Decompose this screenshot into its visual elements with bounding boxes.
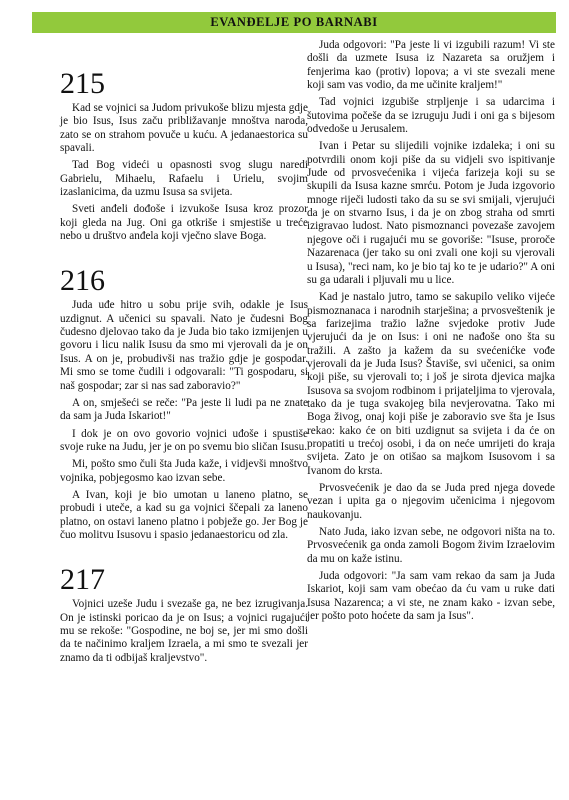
- paragraph: Prvosvećenik je dao da se Juda pred njega dovede vezan i upita ga o njegovim učenicima i njegovom naukovanju.: [307, 482, 555, 521]
- paragraph: Juda odgovori: "Pa jeste li vi izgubili razum! Vi ste došli da uzmete Isusa iz Nazareta sa oružjem i fenjerima kao (protiv) lopova; a vi ste svezali mene koji sam vas vodio, da me učinite kraljem!": [307, 39, 555, 92]
- paragraph: A Ivan, koji je bio umotan u laneno platno, se probudi i uteče, a kad su ga vojnici ščepali za laneno platno, on ostavi laneno platno i pobježe go. Jer Bog je čuo molitvu Isusovu i spasio jedanaestoricu od zla.: [60, 488, 308, 541]
- chapter-number-217: 217: [60, 563, 105, 597]
- paragraph: Sveti anđeli dođoše i izvukoše Isusa kroz prozor koji gleda na Jug. Oni ga otkriše i smjestiše u treće nebo u društvo anđela koji vječno slave Boga.: [60, 203, 308, 243]
- page-header-title: EVANĐELJE PO BARNABI: [210, 15, 378, 29]
- paragraph: Juda uđe hitro u sobu prije svih, odakle je Isus uzdignut. A učenici su spavali. Nato je čudesni Bog čudesno djelovao tako da je Juda bio tako izmijenjen u govoru i licu nalik Isusu da smo mi vjerovali da je on Isus. A on je, probudivši nas tražio gdje je gospodar. Mi smo se tome čudili i odgovarali: "Ti gospodaru, si naš gospodar; zar si nas sad zaboravio?": [60, 299, 308, 392]
- chapter-number-216: 216: [60, 264, 105, 298]
- chapter-number-215: 215: [60, 67, 105, 100]
- paragraph: Vojnici uzeše Judu i svezaše ga, ne bez izrugivanja. On je istinski poricao da je on Isus; a vojnici rugajući mu se rekoše: "Gospodine, ne boj se, jer mi smo došli da te načinimo kraljem Izraela, a mi smo te svezali jer znamo da ti odbijaš kraljevstvo".: [60, 598, 308, 664]
- right-column: [307, 39, 555, 627]
- paragraph: Tad vojnici izgubiše strpljenje i sa udarcima i šutovima počeše da se izruguju Judi i oni ga s bijesom odvedoše u Jerusalem.: [307, 96, 555, 136]
- paragraph: Kad je nastalo jutro, tamo se sakupilo veliko vijeće pismoznanaca i narodnih starješina; a prvosveštenik je sa farizejima tražio lažne svjedoke protiv Jude vjerujući da je on Isus: i oni ne nađoše ono šta su tražili. A zašto ja kažem da su svećenićke vođe vjerovali da je Juda Isus? Štaviše, svi učenici, sa onim koji piše, su vjerovali to; i još je sirota djevica majka Isusova sa svojom rodbinom i prijateljima to vjerovala, tako da je tuga svakojeg bila nevjerovatna. Tako mi Boga živog, onaj koji piše je zaboravio sve šta je Isus rekao: kako će on biti uzdignut sa svijeta i da će on propatiti u trećoj osobi, i da on neće umrijeti do kraja svijeta. Zato je on otišao sa majkom Isusovom i sa Ivanom do krsta.: [307, 291, 555, 477]
- paragraph: I dok je on ovo govorio vojnici uđoše i spustiše svoje ruke na Judu, jer je on po svemu bio sličan Isusu.: [60, 427, 308, 453]
- paragraph: Tad Bog videći u opasnosti svog slugu naredi Gabrielu, Mihaelu, Rafaelu i Urielu, svojim izaslanicima, da uzmu Isusa sa svijeta.: [60, 159, 308, 199]
- page-header-bar: [32, 12, 556, 33]
- paragraph: Kad se vojnici sa Judom privukoše blizu mjesta gdje je bio Isus, Isus začu približavanje mnoštva naroda, zato se on strahom povuče u kuću. A jedanaestorica su spavali.: [60, 102, 308, 155]
- paragraph: Nato Juda, iako izvan sebe, ne odgovori ništa na to. Prvosvećenik ga onda zamoli Bogom živim Izraelovim da mu on kaže istinu.: [307, 526, 555, 565]
- paragraph: Juda odgovori: "Ja sam vam rekao da sam ja Juda Iskariot, koji sam vam obećao da ću vam u ruke dati Isusa Nazarenca; a vi ste, ne znam kako - izvan sebe, jer pošto poto hoćete da sam ja Isus".: [307, 570, 555, 623]
- paragraph: Mi, pošto smo čuli šta Juda kaže, i vidjevši mnoštvo vojnika, pobjegosmo kao izvan sebe.: [60, 458, 308, 484]
- paragraph: A on, smješeći se reče: "Pa jeste li ludi pa ne znate da sam ja Juda Iskariot!": [60, 396, 308, 423]
- left-column: [60, 39, 308, 669]
- paragraph: Ivan i Petar su slijedili vojnike izdaleka; i oni su potvrdili onom koji piše da su vidjeli svo ispitivanje Jude od prvosvećenika i vijeća farizeja koji su se skupili da Isusa kazne smrću. Potom je Juda izgovorio mnoge riječi ludosti tako da su se svi smijali, vjerujući da je on stvarno Isus, i da je on zbog straha od smrti izigravao ludost. Nato pismoznanci povezaše zavojem njegove oči i rugajući mu se govoriše: "Isuse, proroče Nazarenaca (jer tako su oni zvali one koji su vjerovali u Isusa), "reci nam, ko je bio taj ko te je udario?" A oni su ga udarali i pljuvali mu u lice.: [307, 140, 555, 286]
